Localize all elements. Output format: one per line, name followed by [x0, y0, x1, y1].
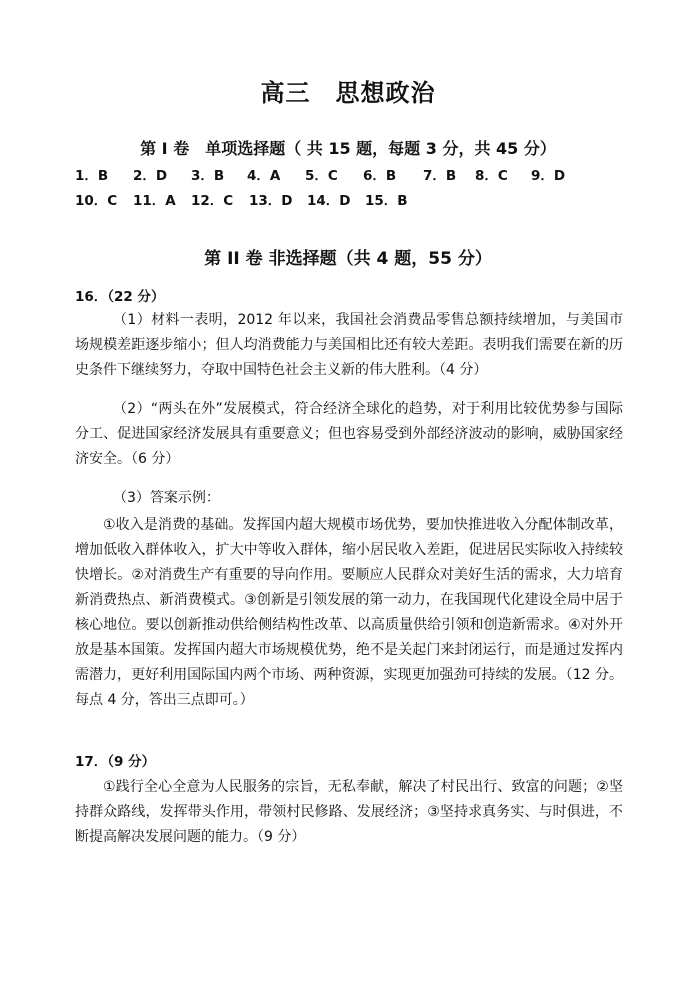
answer-item: 13．D	[249, 193, 293, 209]
answer-item: 10．C	[75, 193, 118, 209]
question-17-body: ①践行全心全意为人民服务的宗旨，无私奉献，解决了村民出行、致富的问题；②坚持群众路线，发挥带头作用，带领村民修路、发展经济；③坚持求真务实、与时俱进，不断提高解决发展问题的能力。（9 分）	[75, 779, 623, 845]
section1-heading: 第 I 卷 单项选择题（ 共 15 题，每题 3 分，共 45 分）	[140, 139, 556, 158]
answer-item: 15．B	[365, 193, 408, 209]
question-16-heading: 16．（22 分）	[75, 289, 165, 305]
answer-item: 11．A	[133, 193, 176, 209]
answer-item: 2．D	[133, 168, 168, 184]
page-title: 高三 思想政治	[260, 79, 436, 107]
question-17-heading: 17．（9 分）	[75, 754, 156, 770]
answer-item: 7．B	[423, 168, 457, 184]
answer-item: 5．C	[305, 168, 338, 184]
section2-heading: 第 II 卷 非选择题（共 4 题，55 分）	[204, 249, 492, 269]
answers-row-2	[75, 189, 425, 209]
answer-item: 4．A	[247, 168, 281, 184]
question-16-part-3-label: （3）答案示例：	[113, 490, 220, 506]
answers-row-1	[75, 164, 581, 184]
question-16-part-2: （2）“两头在外”发展模式，符合经济全球化的趋势，对于利用比较优势参与国际分工、促进国家经济发展具有重要意义；但也容易受到外部经济波动的影响，威胁国家经济安全。（6 分）	[75, 401, 623, 467]
answer-item: 9．D	[531, 168, 566, 184]
question-16-part-1: （1）材料一表明，2012 年以来，我国社会消费品零售总额持续增加，与美国市场规模差距逐步缩小；但人均消费能力与美国相比还有较大差距。表明我们需要在新的历史条件下继续努力，夺取中国特色社会主义新的伟大胜利。（4 分）	[75, 312, 623, 378]
answer-item: 8．C	[475, 168, 508, 184]
answer-item: 3．B	[191, 168, 225, 184]
answer-item: 6．B	[363, 168, 397, 184]
answer-item: 12．C	[191, 193, 234, 209]
answer-item: 1．B	[75, 168, 109, 184]
question-16-part-3-body: ①收入是消费的基础。发挥国内超大规模市场优势，要加快推进收入分配体制改革，增加低收入群体收入，扩大中等收入群体，缩小居民收入差距，促进居民实际收入持续较快增长。②对消费生产有重要的导向作用。要顺应人民群众对美好生活的需求，大力培育新消费热点、新消费模式。③创新是引领发展的第一动力，在我国现代化建设全局中居于核心地位。要以创新推动供给侧结构性改革、以高质量供给引领和创造新需求。④对外开放是基本国策。发挥国内超大市场规模优势，绝不是关起门来封闭运行，而是通过发挥内需潜力，更好利用国际国内两个市场、两种资源，实现更加强劲可持续的发展。（12 分。每点 4 分，答出三点即可。）	[75, 517, 623, 708]
answer-item: 14．D	[307, 193, 351, 209]
